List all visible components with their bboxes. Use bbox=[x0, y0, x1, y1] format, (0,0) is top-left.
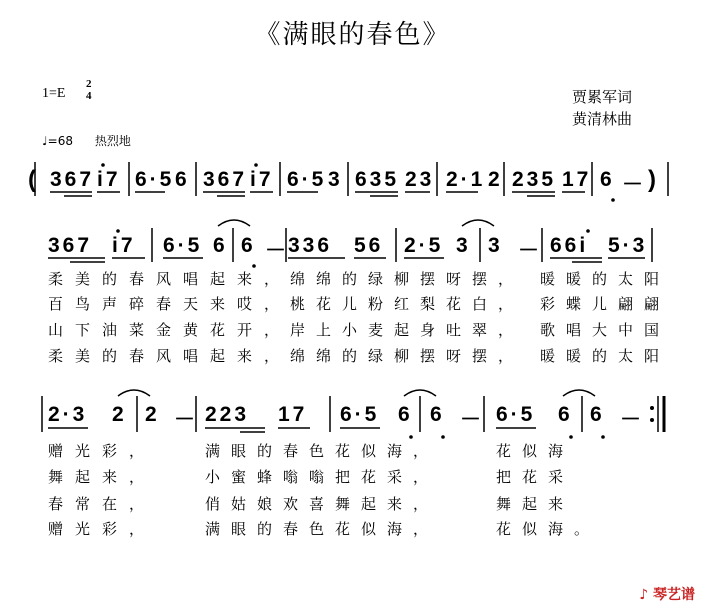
close-paren: ) bbox=[648, 166, 659, 193]
note: 336 bbox=[288, 234, 333, 257]
octave-dot bbox=[601, 435, 605, 439]
intro-note: 17 bbox=[562, 168, 592, 191]
note: 367 bbox=[48, 234, 93, 257]
note: 6 bbox=[213, 234, 228, 257]
note: 6 bbox=[241, 234, 256, 257]
lyric-line: 花似海。 bbox=[496, 520, 601, 538]
note: 3 bbox=[456, 234, 471, 257]
expression-marking: 热烈地 bbox=[94, 134, 131, 148]
intro-note: 2 bbox=[488, 168, 503, 191]
intro-note: 367 bbox=[203, 168, 248, 191]
lyric-line: 山下油菜金黄花开， bbox=[48, 321, 292, 339]
intro-dash: － bbox=[622, 173, 646, 196]
key-signature: 1=E bbox=[42, 86, 66, 101]
composer-credit: 黄清林曲 bbox=[572, 110, 633, 128]
note: 2·5 bbox=[404, 234, 444, 257]
song-title: 《满眼的春色》 bbox=[254, 20, 451, 50]
intro-note: 23 bbox=[405, 168, 435, 191]
octave-dot bbox=[252, 264, 256, 268]
lyric-line: 俏姑娘欢喜舞起来， bbox=[205, 495, 440, 513]
note: 3 bbox=[488, 234, 503, 257]
note: 2·3 bbox=[48, 403, 88, 426]
lyric-line: 暖暖的太阳 bbox=[540, 347, 671, 365]
lyric-line: 彩蝶儿翩翩 bbox=[540, 295, 671, 313]
tie-arc bbox=[563, 390, 595, 396]
lyric-line: 柔美的春风唱起来， bbox=[48, 270, 292, 288]
lyric-line: 舞起来 bbox=[496, 495, 575, 513]
octave-dot bbox=[586, 229, 590, 233]
intro-note: 6·5 bbox=[287, 168, 327, 191]
note: 17 bbox=[278, 403, 308, 426]
dash: － bbox=[460, 408, 484, 431]
octave-dot bbox=[409, 435, 413, 439]
note: 6 bbox=[398, 403, 413, 426]
octave-dot bbox=[611, 198, 615, 202]
open-paren: ( bbox=[28, 166, 39, 193]
lyric-line: 赠光彩， bbox=[48, 520, 157, 538]
tie-arc bbox=[462, 220, 494, 226]
lyric-line: 柔美的春风唱起来， bbox=[48, 347, 292, 365]
lyric-line: 满眼的春色花似海， bbox=[205, 520, 440, 538]
note: 223 bbox=[205, 403, 250, 426]
repeat-dot bbox=[650, 418, 654, 422]
dash: － bbox=[620, 408, 644, 431]
lyric-line: 小蜜蜂嗡嗡把花采， bbox=[205, 468, 440, 486]
intro-note: 6·5 bbox=[135, 168, 175, 191]
watermark-text: 琴艺谱 bbox=[653, 587, 695, 603]
intro-note: 6 bbox=[175, 168, 190, 191]
intro-note: i7 bbox=[250, 168, 274, 191]
lyric-line: 暖暖的太阳 bbox=[540, 270, 671, 288]
lyric-line: 百鸟声碎春天来哎， bbox=[48, 295, 292, 313]
watermark-logo bbox=[639, 584, 695, 604]
lyricist-credit: 贾累军词 bbox=[572, 88, 633, 106]
music-logo-icon: ♪ bbox=[639, 587, 649, 603]
lyric-line: 绵绵的绿柳摆呀摆， bbox=[290, 347, 525, 365]
intro-note: 367 bbox=[50, 168, 95, 191]
dash: － bbox=[518, 239, 542, 262]
dash: － bbox=[265, 239, 289, 262]
lyric-line: 绵绵的绿柳摆呀摆， bbox=[290, 270, 525, 288]
tie-arc bbox=[218, 220, 250, 226]
intro-note: 2·1 bbox=[446, 168, 486, 191]
octave-dot bbox=[116, 229, 120, 233]
intro-note: 235 bbox=[512, 168, 557, 191]
tie-arc bbox=[118, 390, 150, 396]
note: 2 bbox=[112, 403, 127, 426]
note: 6·5 bbox=[340, 403, 380, 426]
note: i7 bbox=[112, 234, 136, 257]
intro-note: 635 bbox=[355, 168, 400, 191]
tie-arc bbox=[404, 390, 436, 396]
lyric-line: 赠光彩， bbox=[48, 442, 157, 460]
dash: － bbox=[174, 408, 198, 431]
octave-dot bbox=[101, 163, 105, 167]
lyric-line: 花似海 bbox=[496, 442, 575, 460]
lyric-line: 歌唱大中国 bbox=[540, 321, 671, 339]
note: 6 bbox=[558, 403, 573, 426]
octave-dot bbox=[441, 435, 445, 439]
intro-note: 6 bbox=[600, 168, 615, 191]
note: 6 bbox=[590, 403, 605, 426]
time-signature-top: 2 bbox=[86, 78, 92, 90]
time-signature-bottom: 4 bbox=[86, 90, 92, 102]
note: 66i bbox=[550, 234, 589, 257]
note: 6 bbox=[430, 403, 445, 426]
note: 5·3 bbox=[608, 234, 648, 257]
repeat-dot bbox=[650, 406, 654, 410]
lyric-line: 舞起来， bbox=[48, 468, 157, 486]
octave-dot bbox=[569, 435, 573, 439]
note: 2 bbox=[145, 403, 160, 426]
lyric-line: 春常在， bbox=[48, 495, 157, 513]
tempo-value: ♩=68 bbox=[42, 134, 73, 148]
note: 56 bbox=[354, 234, 384, 257]
intro-note: 3 bbox=[328, 168, 343, 191]
intro-note: i7 bbox=[97, 168, 121, 191]
lyric-line: 岸上小麦起身吐翠， bbox=[290, 321, 525, 339]
note: 6·5 bbox=[163, 234, 203, 257]
lyric-line: 桃花儿粉红梨花白， bbox=[290, 295, 525, 313]
lyric-line: 把花采 bbox=[496, 468, 575, 486]
lyric-line: 满眼的春色花似海， bbox=[205, 442, 440, 460]
note: 6·5 bbox=[496, 403, 536, 426]
octave-dot bbox=[254, 163, 258, 167]
